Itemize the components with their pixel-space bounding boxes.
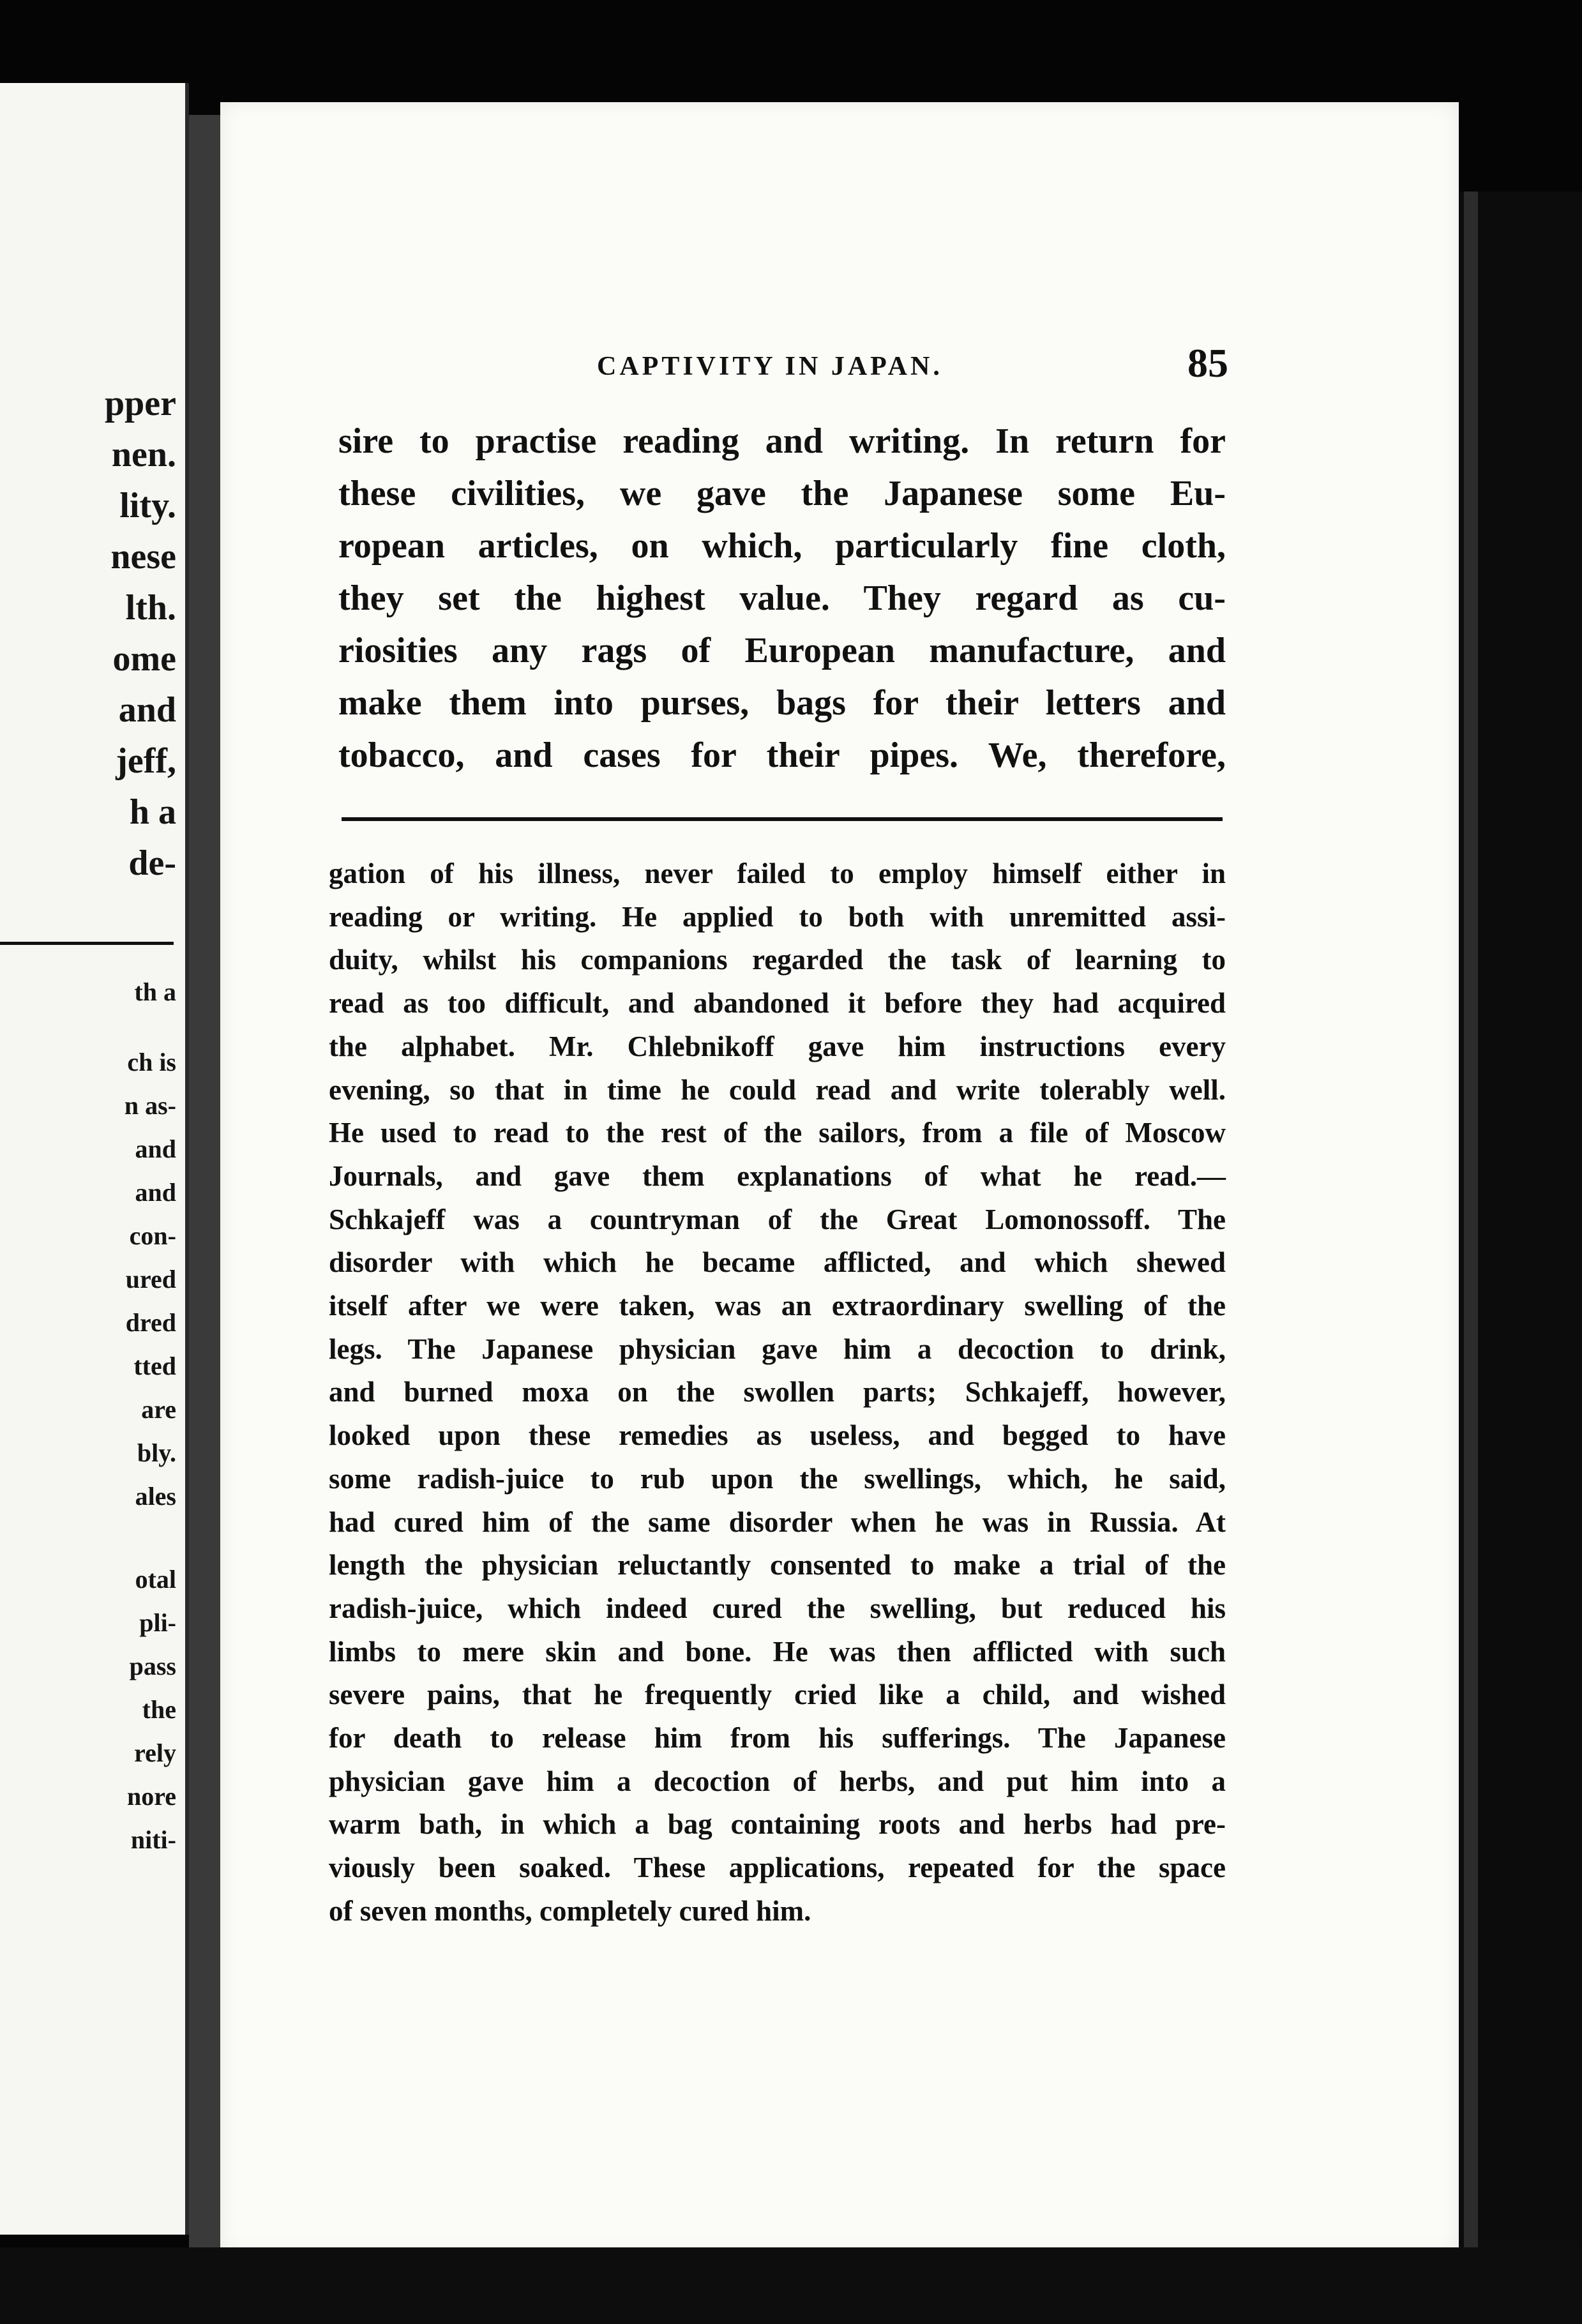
left-footnote-rule — [0, 942, 174, 945]
footnote-line: Schkajeff was a countryman of the Great Lomonossoff. The — [329, 1203, 1226, 1235]
footnote-line: read as too difficult, and abandoned it before they had acquired — [329, 987, 1226, 1020]
footnote-line: the alphabet. Mr. Chlebnikoff gave him instructions every — [329, 1030, 1226, 1062]
main-text-line: tobacco, and cases for their pipes. We, therefore, — [338, 736, 1226, 775]
left-fragment: and — [118, 690, 176, 730]
main-text-line: ropean articles, on which, particularly fine cloth, — [338, 526, 1226, 566]
left-fragment: h a — [129, 792, 176, 832]
left-fragment: lity. — [119, 486, 176, 525]
scan-bottom-edge — [0, 2247, 1582, 2324]
footnote-line: of seven months, completely cured him. — [329, 1894, 811, 1927]
left-fragment: the — [142, 1695, 176, 1724]
left-fragment: pper — [105, 384, 176, 423]
footnote-rule — [342, 817, 1223, 821]
footnote-line: for death to release him from his sufferings. The Japanese — [329, 1722, 1226, 1754]
page-edge-stripe — [1464, 192, 1478, 2260]
left-fragment: lth. — [125, 588, 176, 628]
footnote-line: physician gave him a decoction of herbs, and put him into a — [329, 1765, 1226, 1797]
main-text-line: make them into purses, bags for their letters and — [338, 683, 1226, 723]
left-fragment: otal — [135, 1565, 176, 1594]
left-fragment: nore — [126, 1782, 176, 1811]
footnote-line: limbs to mere skin and bone. He was then afflicted with such — [329, 1635, 1226, 1668]
footnote-line: itself after we were taken, was an extraordinary swelling of the — [329, 1290, 1226, 1322]
left-fragment: niti- — [130, 1825, 176, 1854]
main-text-line: they set the highest value. They regard as cu- — [338, 578, 1226, 618]
footnote-line: some radish-juice to rub upon the swellings, which, he said, — [329, 1462, 1226, 1495]
left-fragment: ales — [135, 1482, 176, 1511]
footnote-line: duity, whilst his companions regarded the task of learning to — [329, 944, 1226, 976]
footnote-line: Journals, and gave them explanations of what he read.— — [329, 1159, 1226, 1192]
book-gutter — [189, 115, 221, 2260]
footnote-line: and burned moxa on the swollen parts; Schkajeff, however, — [329, 1376, 1226, 1408]
footnote-line: evening, so that in time he could read and write tolerably well. — [329, 1073, 1226, 1106]
footnote-line: looked upon these remedies as useless, and begged to have — [329, 1419, 1226, 1452]
footnote-line: radish-juice, which indeed cured the swelling, but reduced his — [329, 1592, 1226, 1624]
footnote — [329, 852, 1226, 1933]
main-text-line: sire to practise reading and writing. In return for — [338, 421, 1226, 461]
page-number: 85 — [1187, 340, 1228, 386]
footnote-line: reading or writing. He applied to both with unremitted assi- — [329, 900, 1226, 933]
left-fragment: nen. — [111, 435, 176, 474]
left-fragment: con- — [129, 1221, 176, 1250]
footnote-line: gation of his illness, never failed to employ himself either in — [329, 857, 1226, 889]
left-fragment: bly. — [137, 1438, 176, 1467]
main-text-line: riosities any rags of European manufacture, and — [338, 631, 1226, 670]
left-fragment: pass — [129, 1652, 176, 1680]
main-text — [338, 415, 1226, 781]
main-text-line: these civilities, we gave the Japanese some Eu- — [338, 474, 1226, 513]
left-fragment: and — [135, 1178, 176, 1207]
footnote-line: had cured him of the same disorder when he was in Russia. At — [329, 1505, 1226, 1538]
page-stack-edge — [1459, 192, 1582, 2260]
footnote-line: viously been soaked. These applications, repeated for the space — [329, 1852, 1226, 1884]
left-fragment: th a — [134, 977, 176, 1006]
footnote-line: He used to read to the rest of the sailors, from a file of Moscow — [329, 1117, 1226, 1149]
left-fragment: tted — [133, 1352, 176, 1380]
left-fragment: nese — [110, 537, 176, 577]
left-fragment: ch is — [127, 1048, 176, 1076]
left-fragment: jeff, — [116, 741, 176, 781]
running-head — [220, 340, 1459, 402]
footnote-line: disorder with which he became afflicted, and which shewed — [329, 1246, 1226, 1279]
previous-page-fragment — [0, 83, 189, 2235]
left-fragment: are — [141, 1395, 176, 1424]
running-head-title: CAPTIVITY IN JAPAN. — [597, 352, 943, 381]
left-fragment: de- — [128, 843, 176, 883]
left-fragment: n as- — [124, 1091, 176, 1120]
left-fragment: and — [135, 1135, 176, 1163]
left-fragment: dred — [125, 1308, 176, 1337]
left-fragment: pli- — [139, 1608, 176, 1637]
left-fragment: ome — [112, 639, 176, 679]
book-page — [220, 102, 1459, 2254]
footnote-line: legs. The Japanese physician gave him a decoction to drink, — [329, 1332, 1226, 1365]
left-fragment: ured — [125, 1265, 176, 1294]
footnote-line: severe pains, that he frequently cried like a child, and wished — [329, 1679, 1226, 1711]
footnote-line: warm bath, in which a bag containing roots and herbs had pre- — [329, 1808, 1226, 1841]
footnote-line: length the physician reluctantly consented to make a trial of the — [329, 1549, 1226, 1581]
left-fragment: rely — [134, 1739, 176, 1767]
